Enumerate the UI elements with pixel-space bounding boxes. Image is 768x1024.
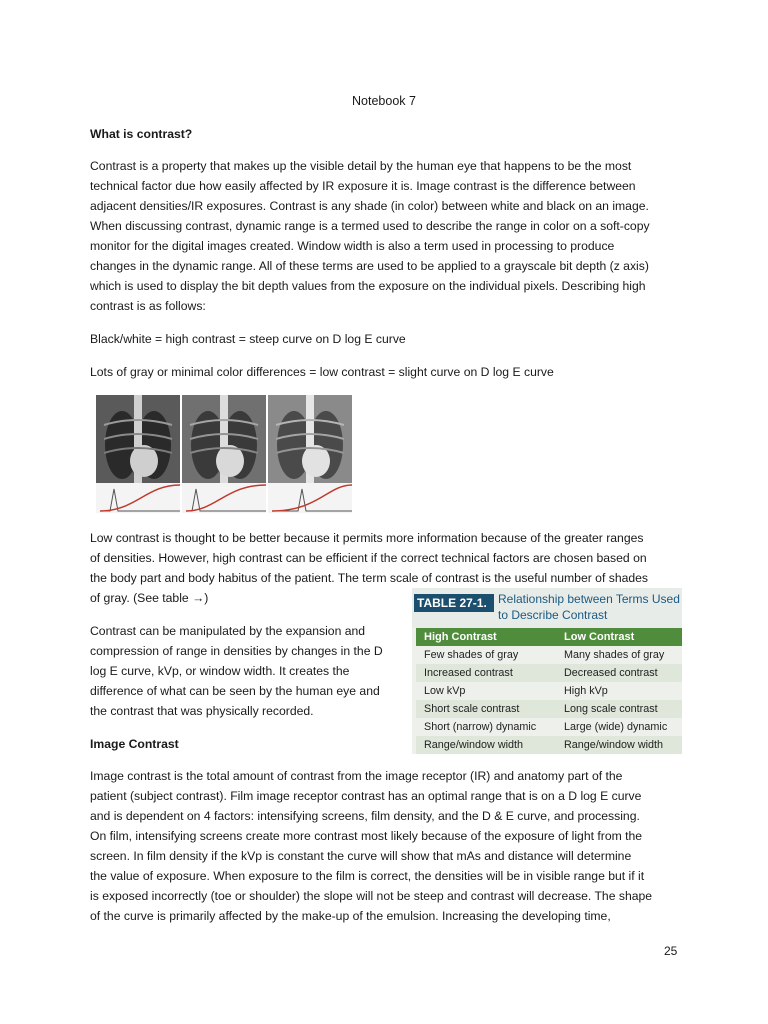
table-cell: Range/window width (424, 739, 524, 751)
table-row (416, 646, 682, 664)
paragraph-line: Contrast can be manipulated by the expansion and (90, 624, 366, 638)
table-row (416, 664, 682, 682)
table-row (416, 736, 682, 754)
xray-panel (96, 395, 180, 513)
table-cell: Large (wide) dynamic (564, 721, 668, 733)
chest-xray-image (268, 395, 352, 483)
xray-panel (268, 395, 352, 513)
column-high-contrast: High Contrast (424, 631, 497, 643)
table-title: Relationship between Terms Used to Describe Contrast (498, 592, 680, 622)
paragraph-line: the value of exposure. When exposure to the film is correct, the densities will be in visible range but if it (90, 869, 645, 883)
chest-xray-image (182, 395, 266, 483)
table-cell: High kVp (564, 685, 608, 697)
paragraph-line: of densities. However, high contrast can be efficient if the correct technical factors are chosen based on (90, 551, 647, 565)
table-header (412, 588, 682, 628)
paragraph-line: Contrast is a property that makes up the visible detail by the human eye that happens to be the most (90, 159, 632, 173)
paragraph-line: patient (subject contrast). Film image receptor contrast has an optimal range that is on a D log E curve (90, 789, 642, 803)
section-heading-image-contrast: Image Contrast (90, 737, 179, 751)
paragraph-line: the contrast that was physically recorded. (90, 704, 314, 718)
table-cell: Increased contrast (424, 667, 513, 679)
low-contrast-line: Lots of gray or minimal color differences = low contrast = slight curve on D log E curve (90, 365, 554, 379)
paragraph-line: the body part and body habitus of the patient. The term scale of contrast is the useful number of shades (90, 571, 649, 585)
histogram-curve (182, 483, 266, 513)
high-contrast-line: Black/white = high contrast = steep curve on D log E curve (90, 332, 406, 346)
paragraph-line: screen. In film density if the kVp is constant the curve will show that mAs and distance will determine (90, 849, 632, 863)
table-cell: Few shades of gray (424, 649, 519, 661)
xray-panel (182, 395, 266, 513)
paragraph-line: of the curve is primarily affected by the make-up of the emulsion. Increasing the developing time, (90, 909, 611, 923)
table-number-badge: TABLE 27-1. (414, 594, 494, 612)
chest-xray-image (96, 395, 180, 483)
paragraph-line: of gray. (See table →) (90, 591, 209, 605)
page-title: Notebook 7 (352, 94, 416, 108)
paragraph-line: log E curve, kVp, or window width. It creates the (90, 664, 350, 678)
table-column-headers (416, 628, 682, 646)
table-row (416, 718, 682, 736)
paragraph-line: changes in the dynamic range. All of these terms are used to be applied to a grayscale bit depth (z axis) (90, 259, 649, 273)
page-number: 25 (664, 944, 678, 958)
paragraph-line: difference of what can be seen by the human eye and (90, 684, 380, 698)
chest-xray-contrast-figure (96, 395, 352, 513)
table-cell: Low kVp (424, 685, 466, 697)
column-low-contrast: Low Contrast (564, 631, 635, 643)
table-row (416, 682, 682, 700)
table-cell: Long scale contrast (564, 703, 658, 715)
paragraph-line: When discussing contrast, dynamic range is a termed used to describe the range in color on a soft-copy (90, 219, 650, 233)
paragraph-line: compression of range in densities by changes in the D (90, 644, 383, 658)
paragraph-line: which is used to display the bit depth values from the exposure on the individual pixels. Describing high (90, 279, 646, 293)
table-row (416, 700, 682, 718)
paragraph-line: adjacent densities/IR exposures. Contrast is any shade (in color) between white and black on an image. (90, 199, 649, 213)
paragraph-line: On film, intensifying screens create more contrast most likely because of the exposure of light from the (90, 829, 643, 843)
paragraph-line: Image contrast is the total amount of contrast from the image receptor (IR) and anatomy part of the (90, 769, 623, 783)
paragraph-line: monitor for the digital images created. Window width is also a term used in processing to produce (90, 239, 615, 253)
table-cell: Many shades of gray (564, 649, 665, 661)
table-cell: Short scale contrast (424, 703, 520, 715)
table-cell: Range/window width (564, 739, 664, 751)
paragraph-line: and is dependent on 4 factors: intensifying screens, film density, and the D & E curve, and processing. (90, 809, 640, 823)
table-cell: Short (narrow) dynamic (424, 721, 537, 733)
histogram-curve (96, 483, 180, 513)
table-cell: Decreased contrast (564, 667, 658, 679)
paragraph-line: technical factor due how easily affected by IR exposure it is. Image contrast is the difference between (90, 179, 636, 193)
paragraph-line: is exposed incorrectly (toe or shoulder) the slope will not be steep and contrast will decrease. The shape (90, 889, 653, 903)
paragraph-line: Low contrast is thought to be better because it permits more information because of the greater ranges (90, 531, 644, 545)
contrast-terms-table (412, 588, 682, 754)
section-heading-what-is-contrast: What is contrast? (90, 127, 193, 141)
histogram-curve (268, 483, 352, 513)
paragraph-line: contrast is as follows: (90, 299, 206, 313)
